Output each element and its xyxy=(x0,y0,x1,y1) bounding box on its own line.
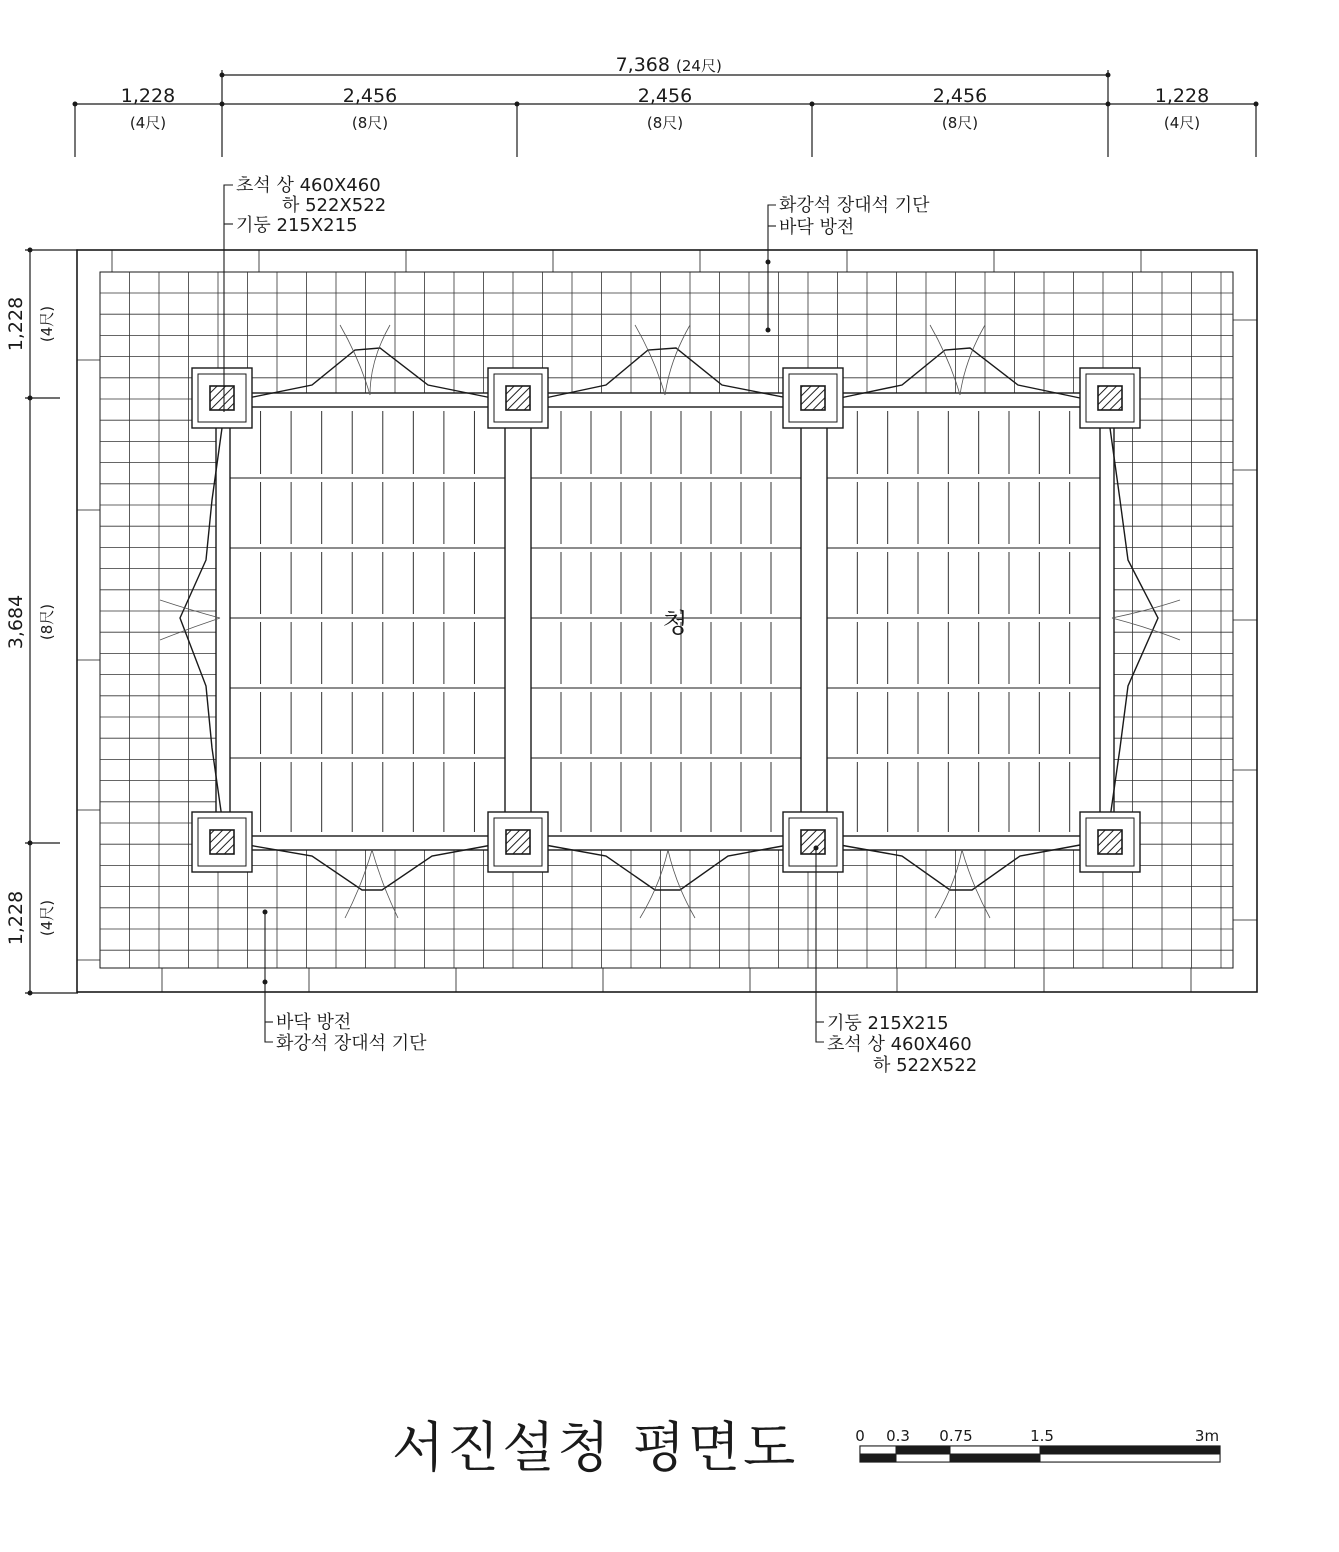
scale-label: 0.75 xyxy=(939,1427,973,1445)
top-dim-value: 2,456 xyxy=(932,85,988,107)
column xyxy=(506,830,530,854)
scale-label: 0.3 xyxy=(886,1427,910,1445)
scale-label: 3m xyxy=(1194,1427,1220,1445)
top-dim-unit: (8尺) xyxy=(351,114,389,132)
top-dim-value: 1,228 xyxy=(1154,85,1210,107)
scale-label: 1.5 xyxy=(1030,1427,1054,1445)
foundation-stone-lower-note: 하 522X522 xyxy=(873,1055,978,1076)
top-dim-unit: (8尺) xyxy=(941,114,979,132)
top-dim-unit: (4尺) xyxy=(129,114,167,132)
girder xyxy=(801,400,827,843)
column xyxy=(506,386,530,410)
overall-dim-unit: (24尺) xyxy=(676,57,722,75)
note-bottom-left xyxy=(276,1011,427,1054)
foundation-stone-note: 초석 상 460X460 xyxy=(236,175,381,196)
scale-bar xyxy=(855,1427,1220,1462)
left-dim-unit: (4尺) xyxy=(38,305,56,343)
room-label: 청 xyxy=(662,609,688,639)
note-bottom-right xyxy=(827,1013,977,1076)
left-dim-value: 3,684 xyxy=(5,594,27,650)
top-dim-unit: (4尺) xyxy=(1163,114,1201,132)
column-size-note: 기둥 215X215 xyxy=(236,215,358,236)
column xyxy=(210,386,234,410)
floor-tile-note: 바닥 방전 xyxy=(779,217,855,238)
stylobate-note: 화강석 장대석 기단 xyxy=(779,195,930,216)
foundation-stone-note: 초석 상 460X460 xyxy=(827,1034,972,1055)
left-dim-value: 1,228 xyxy=(5,890,27,946)
top-dim-value: 1,228 xyxy=(120,85,176,107)
left-dim-unit: (4尺) xyxy=(38,899,56,937)
stylobate-note: 화강석 장대석 기단 xyxy=(276,1033,427,1054)
foundation-stone-lower-note: 하 522X522 xyxy=(282,195,387,216)
note-top-right xyxy=(779,194,930,238)
column xyxy=(801,386,825,410)
girder xyxy=(505,400,531,843)
top-dim-value: 2,456 xyxy=(637,85,693,107)
top-dim-value: 2,456 xyxy=(342,85,398,107)
floor-tile-note: 바닥 방전 xyxy=(276,1012,352,1033)
column xyxy=(210,830,234,854)
top-dim-unit: (8尺) xyxy=(646,114,684,132)
note-top-left xyxy=(236,175,386,236)
left-dim-unit: (8尺) xyxy=(38,603,56,641)
overall-dim-value: 7,368 xyxy=(615,54,670,76)
scale-label: 0 xyxy=(855,1427,865,1445)
top-segment-dims xyxy=(121,85,1209,132)
left-dim-value: 1,228 xyxy=(5,296,27,352)
column xyxy=(1098,386,1122,410)
column-size-note: 기둥 215X215 xyxy=(827,1013,949,1034)
column xyxy=(1098,830,1122,854)
drawing-title: 서진설청 평면도 xyxy=(392,1416,799,1479)
column xyxy=(801,830,825,854)
overall-dimension xyxy=(616,54,722,76)
